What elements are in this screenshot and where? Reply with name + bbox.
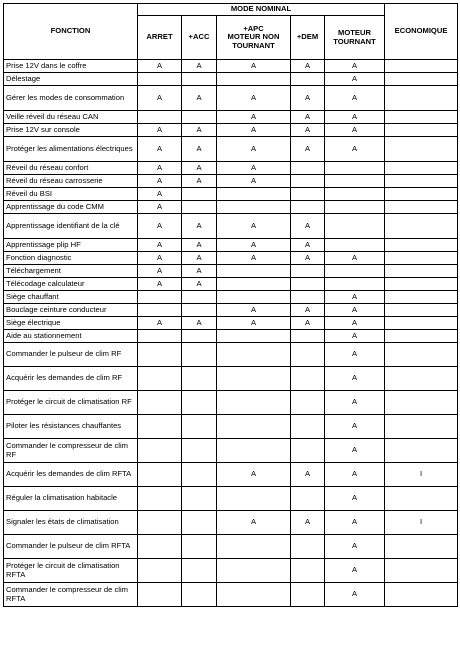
function-label: Réveil du BSI <box>4 188 138 201</box>
arret-cell: A <box>138 214 182 239</box>
dem-cell: A <box>291 317 325 330</box>
table-row <box>4 175 458 188</box>
table-row <box>4 252 458 265</box>
dem-cell <box>291 487 325 511</box>
function-label: Commander le pulseur de clim RFTA <box>4 535 138 559</box>
acc-cell <box>182 487 217 511</box>
apc-cell: A <box>217 111 291 124</box>
moteur-cell <box>325 214 385 239</box>
apc-cell: A <box>217 304 291 317</box>
economique-cell <box>385 583 458 607</box>
table-row <box>4 137 458 162</box>
arret-cell: A <box>138 265 182 278</box>
apc-cell <box>217 278 291 291</box>
dem-cell <box>291 415 325 439</box>
apc-cell <box>217 439 291 463</box>
dem-cell: A <box>291 124 325 137</box>
mode-nominal-header: MODE NOMINAL <box>138 4 385 16</box>
function-label: Fonction diagnostic <box>4 252 138 265</box>
arret-cell: A <box>138 201 182 214</box>
economique-cell <box>385 86 458 111</box>
moteur-cell: A <box>325 559 385 583</box>
function-label: Prise 12V dans le coffre <box>4 60 138 73</box>
arret-cell: A <box>138 278 182 291</box>
function-label: Apprentissage plip HF <box>4 239 138 252</box>
arret-cell: A <box>138 239 182 252</box>
economique-cell <box>385 487 458 511</box>
dem-cell: A <box>291 214 325 239</box>
apc-cell <box>217 73 291 86</box>
table-row <box>4 124 458 137</box>
moteur-cell: A <box>325 137 385 162</box>
dem-cell: A <box>291 304 325 317</box>
apc-cell <box>217 188 291 201</box>
function-label: Protéger le circuit de climatisation RFTA <box>4 559 138 583</box>
acc-header: +ACC <box>182 16 217 60</box>
table-row <box>4 73 458 86</box>
acc-cell <box>182 463 217 487</box>
moteur-cell: A <box>325 60 385 73</box>
arret-cell: A <box>138 86 182 111</box>
dem-cell: A <box>291 137 325 162</box>
acc-cell <box>182 291 217 304</box>
apc-cell: A <box>217 463 291 487</box>
dem-cell <box>291 188 325 201</box>
economique-cell <box>385 559 458 583</box>
function-label: Protéger le circuit de climatisation RF <box>4 391 138 415</box>
apc-cell: A <box>217 511 291 535</box>
arret-cell: A <box>138 124 182 137</box>
arret-cell: A <box>138 188 182 201</box>
dem-cell <box>291 265 325 278</box>
moteur-cell: A <box>325 304 385 317</box>
table-row <box>4 239 458 252</box>
moteur-cell: A <box>325 124 385 137</box>
economique-cell <box>385 265 458 278</box>
dem-cell: A <box>291 111 325 124</box>
table-row <box>4 60 458 73</box>
function-label: Réveil du réseau confort <box>4 162 138 175</box>
moteur-cell <box>325 239 385 252</box>
dem-cell <box>291 291 325 304</box>
economique-cell <box>385 415 458 439</box>
economique-cell <box>385 367 458 391</box>
apc-cell <box>217 201 291 214</box>
acc-cell <box>182 583 217 607</box>
arret-cell <box>138 559 182 583</box>
economique-cell <box>385 73 458 86</box>
arret-cell <box>138 511 182 535</box>
acc-cell <box>182 111 217 124</box>
moteur-cell: A <box>325 415 385 439</box>
dem-cell: A <box>291 239 325 252</box>
acc-cell: A <box>182 239 217 252</box>
acc-cell: A <box>182 317 217 330</box>
acc-cell: A <box>182 214 217 239</box>
economique-cell <box>385 252 458 265</box>
function-label: Réveil du réseau carrosserie <box>4 175 138 188</box>
function-label: Apprentissage identifiant de la clé <box>4 214 138 239</box>
apc-cell <box>217 559 291 583</box>
acc-cell <box>182 304 217 317</box>
dem-cell <box>291 73 325 86</box>
moteur-cell: A <box>325 511 385 535</box>
acc-cell: A <box>182 252 217 265</box>
arret-cell <box>138 487 182 511</box>
function-label: Commander le compresseur de clim RF <box>4 439 138 463</box>
acc-cell <box>182 511 217 535</box>
moteur-cell: A <box>325 317 385 330</box>
function-label: Télécodage calculateur <box>4 278 138 291</box>
apc-cell <box>217 391 291 415</box>
dem-cell <box>291 201 325 214</box>
apc-cell: A <box>217 162 291 175</box>
moteur-cell <box>325 201 385 214</box>
acc-cell <box>182 330 217 343</box>
dem-cell <box>291 162 325 175</box>
table-row <box>4 188 458 201</box>
economique-cell <box>385 111 458 124</box>
function-label: Aide au stationnement <box>4 330 138 343</box>
function-label: Délestage <box>4 73 138 86</box>
acc-cell <box>182 73 217 86</box>
dem-cell <box>291 391 325 415</box>
acc-cell: A <box>182 86 217 111</box>
acc-cell: A <box>182 175 217 188</box>
function-label: Signaler les états de climatisation <box>4 511 138 535</box>
arret-cell <box>138 73 182 86</box>
acc-cell: A <box>182 162 217 175</box>
economique-cell <box>385 239 458 252</box>
arret-cell <box>138 111 182 124</box>
function-label: Gérer les modes de consommation <box>4 86 138 111</box>
economique-cell <box>385 317 458 330</box>
dem-cell: A <box>291 60 325 73</box>
arret-cell <box>138 391 182 415</box>
moteur-cell: A <box>325 343 385 367</box>
moteur-cell: A <box>325 535 385 559</box>
moteur-cell: A <box>325 367 385 391</box>
moteur-cell: A <box>325 391 385 415</box>
acc-cell: A <box>182 60 217 73</box>
arret-cell: A <box>138 137 182 162</box>
apc-cell <box>217 583 291 607</box>
economique-cell <box>385 278 458 291</box>
acc-cell: A <box>182 124 217 137</box>
dem-cell <box>291 535 325 559</box>
table-row <box>4 304 458 317</box>
arret-header: ARRET <box>138 16 182 60</box>
function-label: Commander le pulseur de clim RF <box>4 343 138 367</box>
arret-cell <box>138 343 182 367</box>
function-label: Réguler la climatisation habitacle <box>4 487 138 511</box>
moteur-cell: A <box>325 86 385 111</box>
dem-cell <box>291 583 325 607</box>
acc-cell <box>182 391 217 415</box>
arret-cell <box>138 583 182 607</box>
table-body <box>4 60 458 607</box>
acc-cell <box>182 415 217 439</box>
acc-cell <box>182 343 217 367</box>
function-label: Prise 12V sur console <box>4 124 138 137</box>
acc-cell: A <box>182 265 217 278</box>
table-row <box>4 214 458 239</box>
moteur-cell: A <box>325 111 385 124</box>
acc-cell <box>182 188 217 201</box>
economique-cell <box>385 188 458 201</box>
economique-cell <box>385 201 458 214</box>
dem-cell <box>291 343 325 367</box>
dem-cell <box>291 278 325 291</box>
arret-cell <box>138 415 182 439</box>
moteur-header: MOTEUR TOURNANT <box>325 16 385 60</box>
table-row <box>4 583 458 607</box>
table-row <box>4 162 458 175</box>
economique-cell <box>385 60 458 73</box>
arret-cell <box>138 535 182 559</box>
dem-cell <box>291 559 325 583</box>
arret-cell: A <box>138 162 182 175</box>
economique-cell <box>385 439 458 463</box>
acc-cell: A <box>182 278 217 291</box>
economique-cell <box>385 137 458 162</box>
table-row <box>4 86 458 111</box>
economique-cell <box>385 124 458 137</box>
acc-cell <box>182 439 217 463</box>
economique-cell <box>385 535 458 559</box>
economique-cell: I <box>385 511 458 535</box>
apc-cell <box>217 330 291 343</box>
dem-cell <box>291 175 325 188</box>
function-label: Téléchargement <box>4 265 138 278</box>
function-label: Apprentissage du code CMM <box>4 201 138 214</box>
table-row <box>4 391 458 415</box>
dem-cell: A <box>291 511 325 535</box>
apc-cell: A <box>217 137 291 162</box>
table-row <box>4 535 458 559</box>
apc-cell <box>217 487 291 511</box>
economique-cell <box>385 214 458 239</box>
economique-header: ECONOMIQUE <box>385 4 458 60</box>
moteur-cell <box>325 175 385 188</box>
function-label: Bouclage ceinture conducteur <box>4 304 138 317</box>
apc-cell: A <box>217 214 291 239</box>
arret-cell <box>138 304 182 317</box>
apc-cell: A <box>217 252 291 265</box>
table-row <box>4 201 458 214</box>
apc-cell <box>217 343 291 367</box>
moteur-cell: A <box>325 487 385 511</box>
acc-cell <box>182 201 217 214</box>
function-label: Siège chauffant <box>4 291 138 304</box>
function-label: Veille réveil du réseau CAN <box>4 111 138 124</box>
moteur-cell: A <box>325 439 385 463</box>
moteur-cell: A <box>325 291 385 304</box>
apc-header: +APC MOTEUR NON TOURNANT <box>217 16 291 60</box>
acc-cell: A <box>182 137 217 162</box>
table-row <box>4 343 458 367</box>
table-row <box>4 278 458 291</box>
function-label: Protéger les alimentations électriques <box>4 137 138 162</box>
arret-cell <box>138 439 182 463</box>
moteur-cell: A <box>325 73 385 86</box>
economique-cell <box>385 291 458 304</box>
moteur-cell <box>325 265 385 278</box>
table-row <box>4 330 458 343</box>
function-label: Acquérir les demandes de clim RFTA <box>4 463 138 487</box>
arret-cell <box>138 463 182 487</box>
arret-cell: A <box>138 317 182 330</box>
arret-cell: A <box>138 60 182 73</box>
table-row <box>4 559 458 583</box>
apc-cell: A <box>217 317 291 330</box>
table-row <box>4 367 458 391</box>
apc-cell <box>217 535 291 559</box>
apc-cell: A <box>217 86 291 111</box>
dem-header: +DEM <box>291 16 325 60</box>
dem-cell <box>291 367 325 391</box>
acc-cell <box>182 367 217 391</box>
arret-cell <box>138 367 182 391</box>
arret-cell <box>138 330 182 343</box>
dem-cell: A <box>291 252 325 265</box>
acc-cell <box>182 535 217 559</box>
table-row <box>4 317 458 330</box>
moteur-cell <box>325 188 385 201</box>
table-row <box>4 511 458 535</box>
table-row <box>4 111 458 124</box>
apc-cell: A <box>217 239 291 252</box>
moteur-cell: A <box>325 252 385 265</box>
economique-cell: I <box>385 463 458 487</box>
function-label: Siège électrique <box>4 317 138 330</box>
moteur-cell <box>325 162 385 175</box>
economique-cell <box>385 391 458 415</box>
apc-cell <box>217 291 291 304</box>
economique-cell <box>385 330 458 343</box>
arret-cell <box>138 291 182 304</box>
economique-cell <box>385 343 458 367</box>
dem-cell: A <box>291 86 325 111</box>
moteur-cell: A <box>325 330 385 343</box>
function-mode-table <box>3 3 458 607</box>
arret-cell: A <box>138 252 182 265</box>
function-label: Acquérir les demandes de clim RF <box>4 367 138 391</box>
moteur-cell: A <box>325 583 385 607</box>
table-row <box>4 265 458 278</box>
function-header: FONCTION <box>4 4 138 60</box>
table-row <box>4 291 458 304</box>
apc-cell: A <box>217 124 291 137</box>
function-label: Commander le compresseur de clim RFTA <box>4 583 138 607</box>
arret-cell: A <box>138 175 182 188</box>
dem-cell <box>291 330 325 343</box>
apc-cell <box>217 265 291 278</box>
table-row <box>4 487 458 511</box>
dem-cell: A <box>291 463 325 487</box>
apc-cell: A <box>217 60 291 73</box>
table-row <box>4 439 458 463</box>
economique-cell <box>385 162 458 175</box>
apc-cell <box>217 415 291 439</box>
acc-cell <box>182 559 217 583</box>
economique-cell <box>385 175 458 188</box>
table-row <box>4 463 458 487</box>
moteur-cell: A <box>325 463 385 487</box>
moteur-cell <box>325 278 385 291</box>
economique-cell <box>385 304 458 317</box>
function-label: Piloter les résistances chauffantes <box>4 415 138 439</box>
apc-cell: A <box>217 175 291 188</box>
apc-cell <box>217 367 291 391</box>
dem-cell <box>291 439 325 463</box>
table-row <box>4 415 458 439</box>
